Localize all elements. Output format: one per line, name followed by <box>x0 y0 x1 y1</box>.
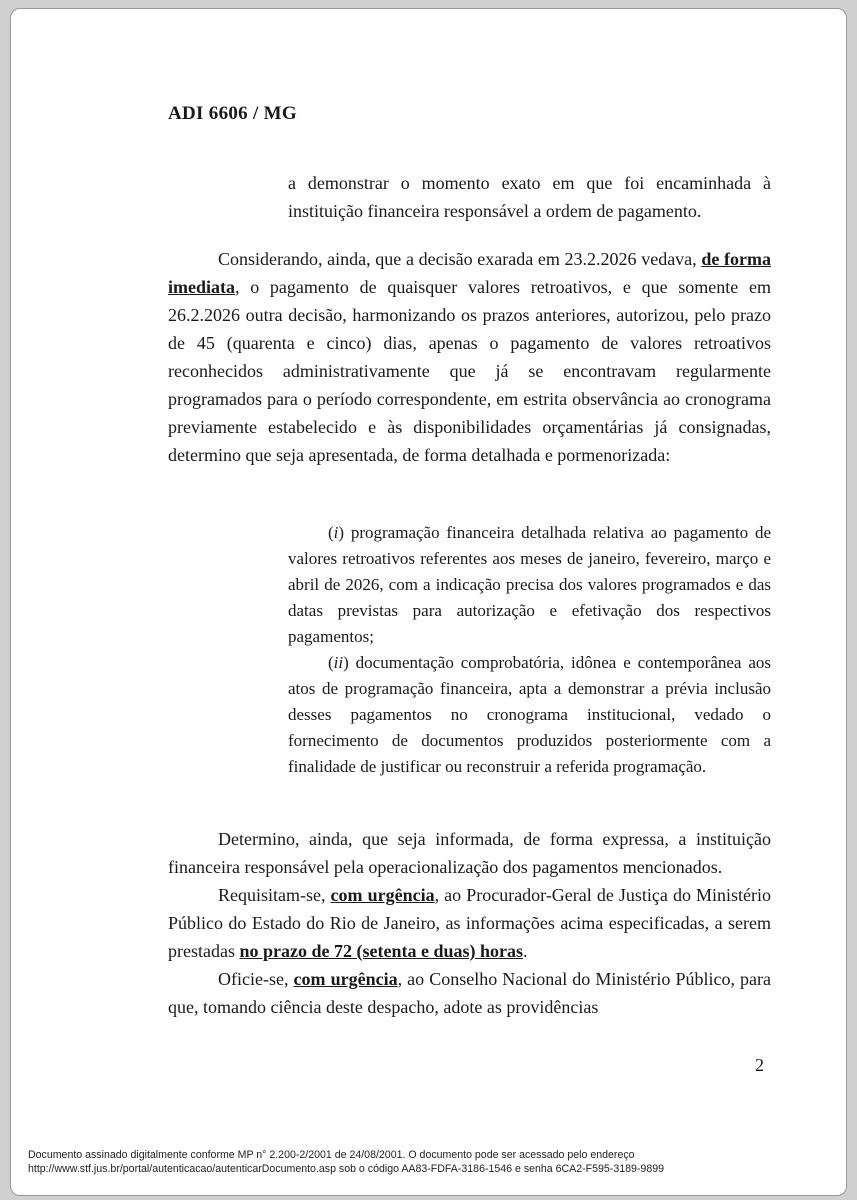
paragraph-considerando <box>168 245 771 469</box>
para3-text-a: Requisitam-se, <box>218 885 331 905</box>
para3-emphasis-urgencia: com urgência <box>330 885 435 905</box>
list-item: (i) programação financeira detalhada relativa ao pagamento de valores retroativos referentes aos meses de janeiro, fevereiro, março e abril de 2026, com a indicação precisa dos valores programados e das datas previstas para autorização e efetivação dos respectivos pagamentos; <box>288 523 771 646</box>
continuation-paragraph: a demonstrar o momento exato em que foi encaminhada à instituição financeira responsável a ordem de pagamento. <box>288 173 771 221</box>
para3-emphasis-prazo: no prazo de 72 (setenta e duas) horas <box>239 941 523 961</box>
list-item-text: programação financeira detalhada relativa ao pagamento de valores retroativos referentes aos meses de janeiro, fevereiro, março e abril de 2026, com a indicação precisa dos valores programados e das datas previstas para autorização e efetivação dos respectivos pagamentos; <box>288 523 771 646</box>
requirements-list <box>288 520 771 780</box>
list-item-text: documentação comprobatória, idônea e contemporânea aos atos de programação financeira, apta a demonstrar a prévia inclusão desses pagamentos no cronograma institucional, vedado o fornecimento de documentos produzidos posteriormente com a finalidade de justificar ou reconstruir a referida programação. <box>288 653 771 776</box>
para1-emphasis: de forma imediata <box>168 249 772 297</box>
list-marker: ii <box>333 653 344 672</box>
para4-emphasis: com urgência <box>293 969 398 989</box>
footer-line-2: http://www.stf.jus.br/portal/autenticacao/autenticarDocumento.asp sob o código AA83-FDFA-3186-1546 e senha 6CA2-F595-3189-9899 <box>28 1163 665 1175</box>
paragraph-requisitam <box>168 881 771 965</box>
page-number: 2 <box>755 1055 764 1075</box>
signature-footer <box>28 1148 828 1176</box>
para4-text-a: Oficie-se, <box>218 969 294 989</box>
list-marker: i <box>333 523 339 542</box>
paragraph-determino: Determino, ainda, que seja informada, de forma expressa, a instituição financeira responsável pela operacionalização dos pagamentos mencionados. <box>168 829 771 877</box>
para1-text-a: Considerando, ainda, que a decisão exarada em 23.2.2026 vedava, <box>218 249 702 269</box>
para4-text-b: , ao Conselho Nacional do Ministério Público, para que, tomando ciência deste despacho, adote as providências <box>168 969 771 1017</box>
document-header: ADI 6606 / MG <box>168 103 297 124</box>
paragraph-oficie <box>168 965 771 1021</box>
para3-text-b: , ao Procurador-Geral de Justiça do Ministério Público do Estado do Rio de Janeiro, as informações acima especificadas, a serem prestadas <box>168 885 772 961</box>
closing-paragraphs <box>168 825 771 1021</box>
document-page <box>10 8 847 1196</box>
footer-line-1: Documento assinado digitalmente conforme MP n° 2.200-2/2001 de 24/08/2001. O documento pode ser acessado pelo endereço <box>28 1149 635 1161</box>
list-item: (ii) documentação comprobatória, idônea e contemporânea aos atos de programação financeira, apta a demonstrar a prévia inclusão desses pagamentos no cronograma institucional, vedado o fornecimento de documentos produzidos posteriormente com a finalidade de justificar ou reconstruir a referida programação. <box>288 653 771 776</box>
para1-text-b: , o pagamento de quaisquer valores retroativos, e que somente em 26.2.2026 outra decisão, harmonizando os prazos anteriores, autorizou, pelo prazo de 45 (quarenta e cinco) dias, apenas o pagamento de valores retroativos reconhecidos administrativamente que já se encontravam regularmente programados para o período correspondente, em estrita observância ao cronograma previamente estabelecido e às disponibilidades orçamentárias já consignadas, determino que seja apresentada, de forma detalhada e pormenorizada: <box>168 277 771 465</box>
para3-text-c: . <box>522 941 528 961</box>
